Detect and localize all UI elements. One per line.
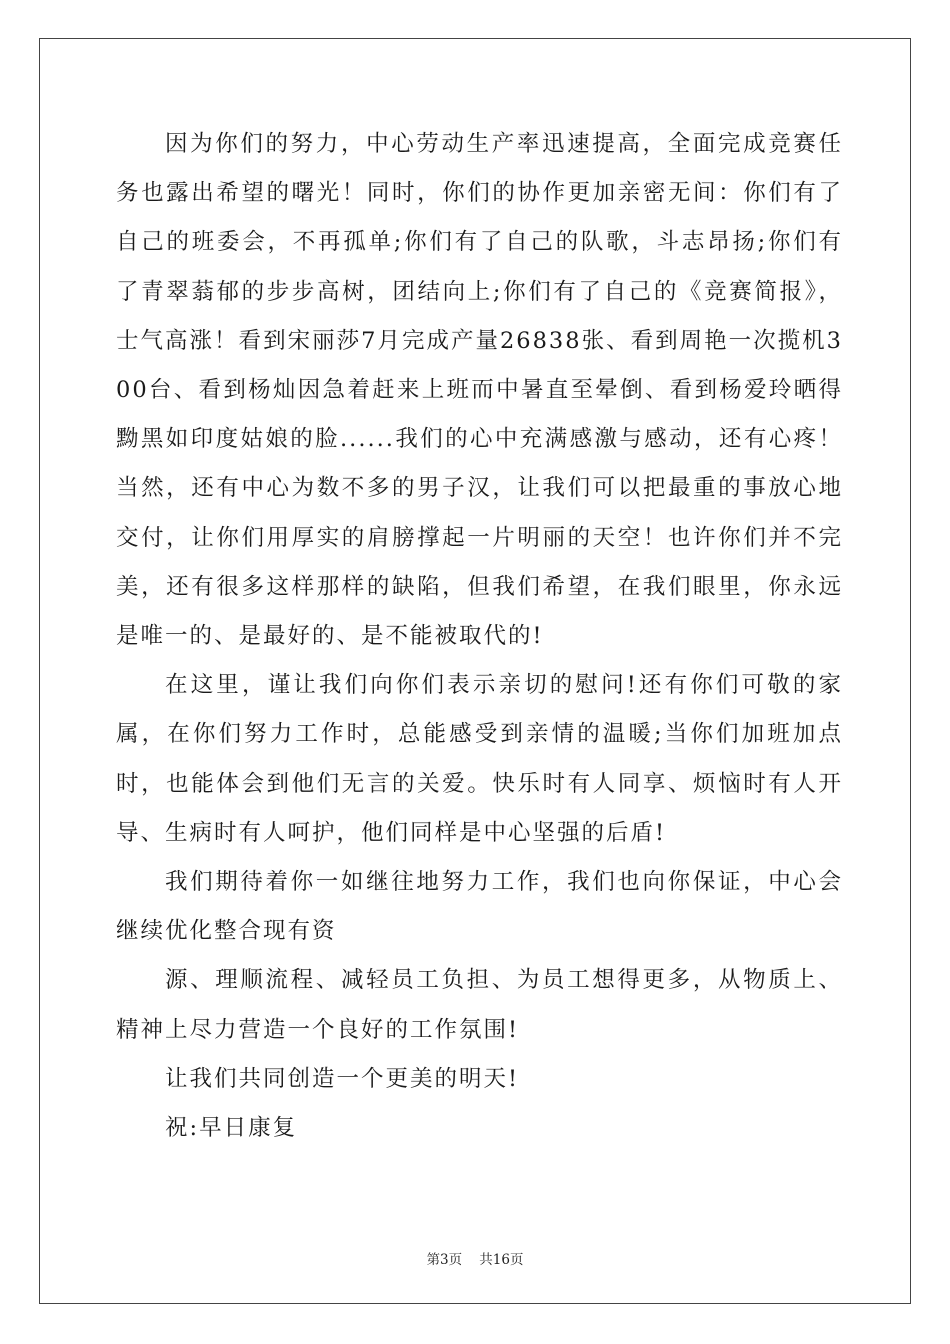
page-number: 第3页 bbox=[426, 1252, 463, 1268]
page-total: 共16页 bbox=[479, 1252, 524, 1268]
paragraph-family-greeting: 在这里，谨让我们向你们表示亲切的慰问!还有你们可敬的家属，在你们努力工作时，总能感受到亲情的温暖;当你们加班加点时，也能体会到他们无言的关爱。快乐时有人同享、烦恼时有人开导、生病时有人呵护，他们同样是中心坚强的后盾! bbox=[116, 672, 843, 846]
paragraph-wishes: 祝:早日康复 bbox=[165, 1115, 298, 1142]
paragraph-gratitude: 因为你们的努力，中心劳动生产率迅速提高，全面完成竞赛任务也露出希望的曙光！同时，你们的协作更加亲密无间：你们有了自己的班委会，不再孤单;你们有了自己的队歌，斗志昂扬;你们有了青翠蓊郁的步步高树，团结向上;你们有了自己的《竞赛简报》，士气高涨！看到宋丽莎7月完成产量26838张、看到周艳一次揽机300台、看到杨灿因急着赶来上班而中暑直至晕倒、看到杨爱玲晒得黝黑如印度姑娘的脸......我们的心中充满感激与感动，还有心疼！当然，还有中心为数不多的男子汉，让我们可以把最重的事放心地交付，让你们用厚实的肩膀撑起一片明丽的天空！也许你们并不完美，还有很多这样那样的缺陷，但我们希望，在我们眼里，你永远是唯一的、是最好的、是不能被取代的! bbox=[116, 131, 843, 650]
paragraph-promise-continued: 源、理顺流程、减轻员工负担、为员工想得更多，从物质上、精神上尽力营造一个良好的工作氛围! bbox=[116, 967, 843, 1043]
page-footer bbox=[0, 1248, 950, 1268]
paragraph-closing: 让我们共同创造一个更美的明天! bbox=[165, 1065, 520, 1092]
paragraph-promise: 我们期待着你一如继往地努力工作，我们也向你保证，中心会继续优化整合现有资 bbox=[116, 869, 843, 945]
document-body bbox=[116, 120, 843, 1153]
